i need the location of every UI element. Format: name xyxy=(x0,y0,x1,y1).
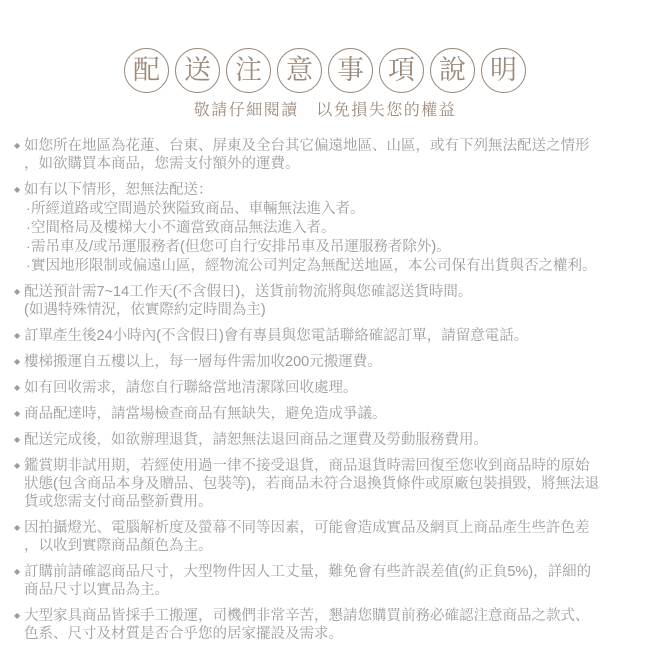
notice-line: 配送預計需7~14工作天(不含假日)，送貨前物流將與您確認送貨時間。 xyxy=(24,284,473,300)
notice-item xyxy=(15,607,645,643)
notice-line: ，如欲購買本商品，您需支付額外的運費。 xyxy=(24,156,300,172)
notice-line: 商品配達時，請當場檢查商品有無缺失，避免造成爭議。 xyxy=(24,406,387,422)
page-title xyxy=(0,0,650,93)
diamond-bullet-icon: ◆ xyxy=(14,461,21,470)
notice-item xyxy=(15,405,645,423)
notice-item xyxy=(15,563,645,599)
notice-item xyxy=(15,137,645,173)
title-char-circle: 注 xyxy=(226,48,271,93)
notice-list xyxy=(0,137,650,643)
notice-subitem xyxy=(24,218,645,237)
notice-subitem xyxy=(24,256,645,275)
title-char-circle: 意 xyxy=(277,48,322,93)
dot-bullet-icon: · xyxy=(26,257,31,273)
title-char-circle: 項 xyxy=(379,48,424,93)
notice-item xyxy=(15,379,645,397)
notice-line: 大型家具商品皆採手工搬運，司機們非常辛苦，懇請您購買前務必確認注意商品之款式、 xyxy=(24,608,590,624)
diamond-bullet-icon: ◆ xyxy=(14,331,21,340)
title-char-circle: 配 xyxy=(124,48,169,93)
notice-item xyxy=(15,431,645,449)
notice-item xyxy=(15,283,645,319)
notice-line: 鑑賞期非試用期，若經使用過一律不接受退貨，商品退貨時需回復至您收到商品時的原始 xyxy=(24,458,590,474)
notice-subitem-text: 需吊車及/或吊運服務者(但您可自行安排吊車及吊運服務者除外)。 xyxy=(31,239,451,255)
diamond-bullet-icon: ◆ xyxy=(14,409,21,418)
notice-line: 訂單產生後24小時內(不含假日)會有專員與您電話聯絡確認訂單，請留意電話。 xyxy=(24,328,529,344)
title-char-circle: 說 xyxy=(430,48,475,93)
notice-line: 商品尺寸以實品為主。 xyxy=(24,582,169,598)
notice-item xyxy=(15,181,645,275)
notice-line: 色系、尺寸及材質是否合乎您的居家擺設及需求。 xyxy=(24,626,343,642)
notice-line: 貨或您需支付商品整新費用。 xyxy=(24,494,213,510)
dot-bullet-icon: · xyxy=(26,238,31,254)
notice-subitem-text: 所經道路或空間過於狹隘致商品、車輛無法進入者。 xyxy=(31,201,365,217)
diamond-bullet-icon: ◆ xyxy=(14,523,21,532)
notice-line: 因拍攝燈光、電腦解析度及螢幕不同等因素，可能會造成實品及網頁上商品產生些許色差 xyxy=(24,520,590,536)
notice-line: 如有回收需求，請您自行聯絡當地清潔隊回收處理。 xyxy=(24,380,358,396)
notice-line: (如遇特殊情況，依實際約定時間為主) xyxy=(24,302,266,318)
diamond-bullet-icon: ◆ xyxy=(14,141,21,150)
notice-line: 樓梯搬運自五樓以上，每一層每件需加收200元搬運費。 xyxy=(24,354,382,370)
notice-item xyxy=(15,457,645,511)
diamond-bullet-icon: ◆ xyxy=(14,357,21,366)
notice-line: ，以收到實際商品顏色為主。 xyxy=(24,538,213,554)
title-char-circle: 送 xyxy=(175,48,220,93)
dot-bullet-icon: · xyxy=(26,200,31,216)
page-subtitle: 敬請仔細閱讀 以免損失您的權益 xyxy=(193,102,457,119)
diamond-bullet-icon: ◆ xyxy=(14,567,21,576)
diamond-bullet-icon: ◆ xyxy=(14,287,21,296)
notice-line: 如有以下情形，恕無法配送： xyxy=(24,182,213,198)
notice-subitem xyxy=(24,237,645,256)
diamond-bullet-icon: ◆ xyxy=(14,185,21,194)
notice-line: 訂購前請確認商品尺寸，大型物件因人工丈量，難免會有些許誤差值(約正負5%)，詳細的 xyxy=(24,564,592,580)
notice-line: 狀態(包含商品本身及贈品、包裝等)，若商品未符合退換貨條件或原廠包裝損毀，將無法退 xyxy=(24,476,600,492)
diamond-bullet-icon: ◆ xyxy=(14,611,21,620)
header xyxy=(0,0,650,120)
notice-line: 如您所在地區為花蓮、台東、屏東及全台其它偏遠地區、山區，或有下列無法配送之情形 xyxy=(24,138,590,154)
title-char-circle: 明 xyxy=(481,48,526,93)
notice-item xyxy=(15,519,645,555)
notice-line: 配送完成後，如欲辦理退貨，請恕無法退回商品之運費及勞動服務費用。 xyxy=(24,432,488,448)
notice-subitem xyxy=(24,199,645,218)
notice-item xyxy=(15,353,645,371)
notice-subitem-text: 實因地形限制或偏遠山區，經物流公司判定為無配送地區，本公司保有出貨與否之權利。 xyxy=(31,258,597,274)
title-char-circle: 事 xyxy=(328,48,373,93)
notice-item xyxy=(15,327,645,345)
diamond-bullet-icon: ◆ xyxy=(14,435,21,444)
dot-bullet-icon: · xyxy=(26,219,31,235)
notice-subitem-text: 空間格局及樓梯大小不適當致商品無法進入者。 xyxy=(31,220,336,236)
diamond-bullet-icon: ◆ xyxy=(14,383,21,392)
